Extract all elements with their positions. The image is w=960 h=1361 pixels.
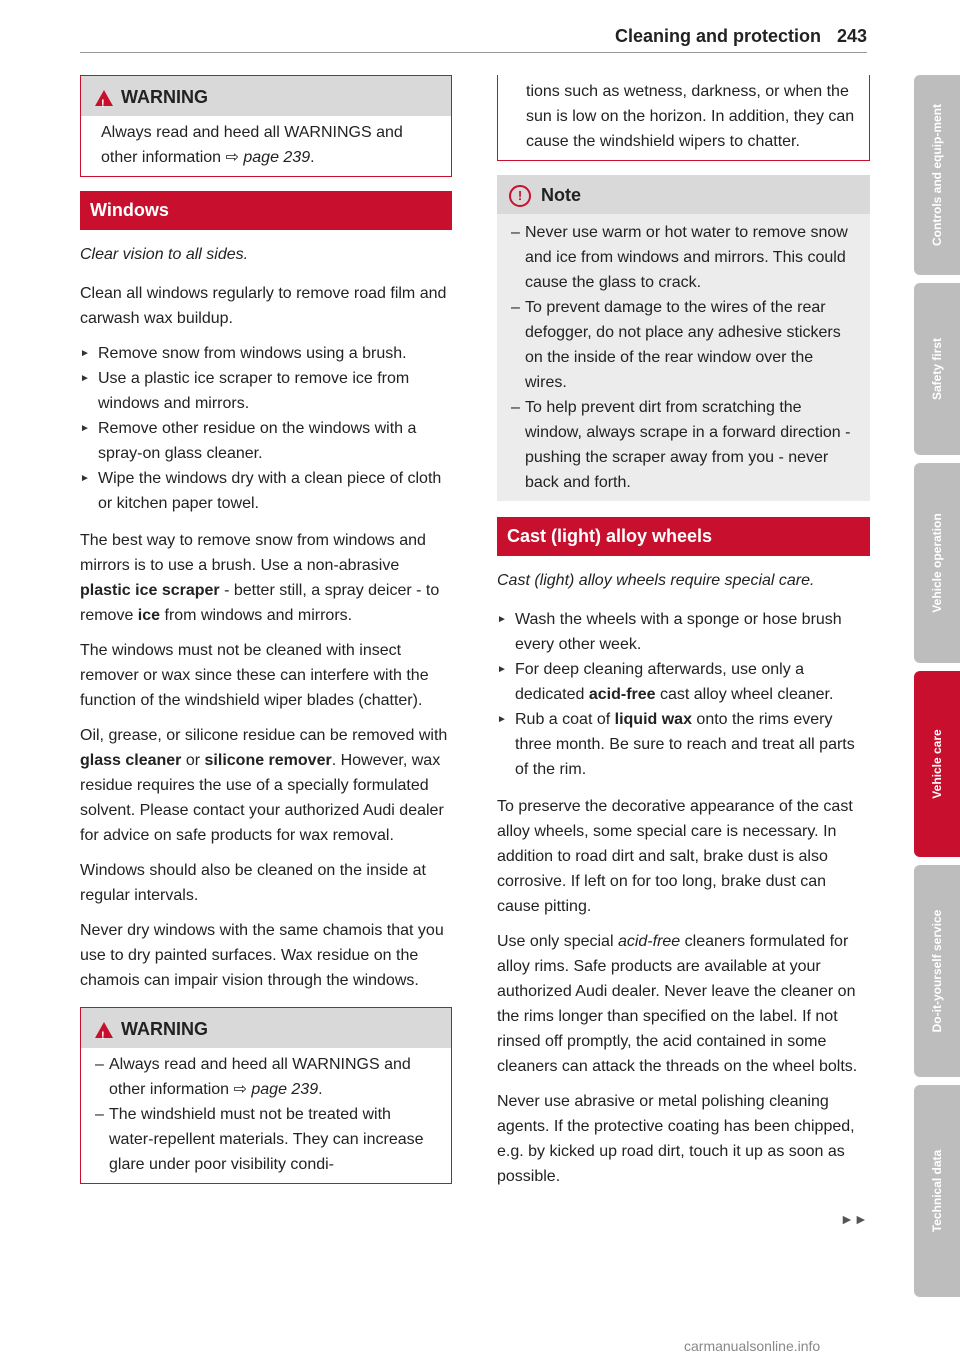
tab-vehicle-care[interactable]: Vehicle care bbox=[914, 671, 960, 857]
paragraph: Use only special acid-free cleaners formulated for alloy rims. Safe products are available at your authorized Audi dealer. Never leave the cleaner on the rims longer than specified on the label. If not rinsed off promptly, the acid contained in some cleaners can attack the threads on the wheel bolts. bbox=[497, 933, 858, 1075]
left-column bbox=[80, 75, 452, 1198]
tab-controls-and-equipment[interactable]: Controls and equip-ment bbox=[914, 75, 960, 275]
chapter-tabs bbox=[914, 75, 960, 1305]
paragraph: Never use abrasive or metal polishing cleaning agents. If the protective coating has been chipped, e.g. by kicked up road dirt, touch it up as soon as possible. bbox=[497, 1093, 855, 1185]
tab-safety-first[interactable]: Safety first bbox=[914, 283, 960, 455]
list-item: ► Rub a coat of liquid wax onto the rims every three month. Be sure to reach and treat all parts of the rim. bbox=[497, 707, 870, 782]
warning-box bbox=[80, 75, 452, 177]
warning-body bbox=[81, 1048, 451, 1183]
paragraph: To preserve the decorative appearance of the cast alloy wheels, some special care is necessary. In addition to road dirt and salt, brake dust is also corrosive. If left on for too long, brake dust can cause pitting. bbox=[497, 798, 853, 915]
list-item: – Never use warm or hot water to remove snow and ice from windows and mirrors. This could cause the glass to crack. bbox=[511, 220, 858, 295]
warning-header bbox=[81, 1008, 451, 1048]
warning-title: WARNING bbox=[121, 1019, 208, 1039]
instruction-list bbox=[497, 607, 870, 782]
list-item: ► Remove snow from windows using a brush. bbox=[80, 341, 452, 366]
tab-technical-data[interactable]: Technical data bbox=[914, 1085, 960, 1297]
note-header bbox=[497, 175, 870, 214]
chapter-title: Cleaning and protection bbox=[614, 26, 821, 46]
note-info-icon: ! bbox=[509, 185, 531, 207]
page-header bbox=[80, 22, 867, 53]
warning-title: WARNING bbox=[121, 87, 208, 107]
continue-arrow-icon: ►► bbox=[840, 1211, 868, 1227]
tab-do-it-yourself-service[interactable]: Do-it-yourself service bbox=[914, 865, 960, 1077]
paragraph: The best way to remove snow from windows and mirrors is to use a brush. Use a non-abrasive plastic ice scraper - better still, a spray deicer - to remove ice from windows and mirrors. bbox=[80, 532, 440, 624]
list-item: ► For deep cleaning afterwards, use only a dedicated acid-free cast alloy wheel cleaner. bbox=[497, 657, 870, 707]
warning-triangle-icon bbox=[95, 90, 113, 106]
paragraph: Oil, grease, or silicone residue can be removed with glass cleaner or silicone remover. However, wax residue requires the use of a specially formulated solvent. Please contact your authorized Audi dealer for advice on safe products for wax removal. bbox=[80, 727, 448, 844]
section-heading-alloy-wheels: Cast (light) alloy wheels bbox=[497, 517, 870, 556]
watermark: carmanualsonline.info bbox=[684, 1338, 821, 1354]
note-title: Note bbox=[541, 185, 581, 205]
warning-triangle-icon bbox=[95, 1022, 113, 1038]
warning-box bbox=[80, 1007, 452, 1184]
page-number: 243 bbox=[836, 26, 867, 46]
list-item: ► Remove other residue on the windows with a spray-on glass cleaner. bbox=[80, 416, 452, 466]
warning-header bbox=[81, 76, 451, 116]
list-item: ► Wash the wheels with a sponge or hose brush every other week. bbox=[497, 607, 870, 657]
paragraph: Clean all windows regularly to remove road film and carwash wax buildup. bbox=[80, 285, 447, 327]
instruction-list bbox=[80, 341, 452, 516]
list-item: ► Wipe the windows dry with a clean piece of cloth or kitchen paper towel. bbox=[80, 466, 452, 516]
warning-box-continued bbox=[497, 75, 870, 161]
right-column bbox=[497, 75, 870, 1199]
warning-text: tions such as wetness, darkness, or when the sun is low on the horizon. In addition, they can cause the windshield wipers to chatter. bbox=[526, 83, 855, 150]
paragraph: Never dry windows with the same chamois that you use to dry painted surfaces. Wax residue on the chamois can impair vision through the windows. bbox=[80, 922, 444, 989]
tab-vehicle-operation[interactable]: Vehicle operation bbox=[914, 463, 960, 663]
list-item: – Always read and heed all WARNINGS and other information ⇨ page 239. bbox=[95, 1052, 439, 1102]
warning-text: Always read and heed all WARNINGS and other information bbox=[101, 124, 403, 166]
list-item: ► Use a plastic ice scraper to remove ice from windows and mirrors. bbox=[80, 366, 452, 416]
list-item: – The windshield must not be treated with water-repellent materials. They can increase glare under poor visibility condi- bbox=[95, 1102, 439, 1177]
page-reference-link[interactable]: ⇨ page 239 bbox=[233, 1081, 319, 1098]
page-reference-link[interactable]: ⇨ page 239 bbox=[225, 149, 311, 166]
paragraph: Windows should also be cleaned on the inside at regular intervals. bbox=[80, 862, 426, 904]
paragraph: The windows must not be cleaned with insect remover or wax since these can interfere with the function of the windshield wiper blades (chatter). bbox=[80, 642, 429, 709]
section-heading-windows: Windows bbox=[80, 191, 452, 230]
list-item: – To prevent damage to the wires of the rear defogger, do not place any adhesive stickers on the inside of the rear window over the wires. bbox=[511, 295, 858, 395]
list-item: – To help prevent dirt from scratching the window, always scrape in a forward direction - pushing the scraper away from you - never back and forth. bbox=[511, 395, 858, 495]
note-box bbox=[497, 175, 870, 501]
section-intro: Cast (light) alloy wheels require special care. bbox=[497, 572, 815, 589]
section-intro: Clear vision to all sides. bbox=[80, 246, 249, 263]
warning-body: Always read and heed all WARNINGS and other information ⇨ page 239. bbox=[101, 124, 403, 166]
